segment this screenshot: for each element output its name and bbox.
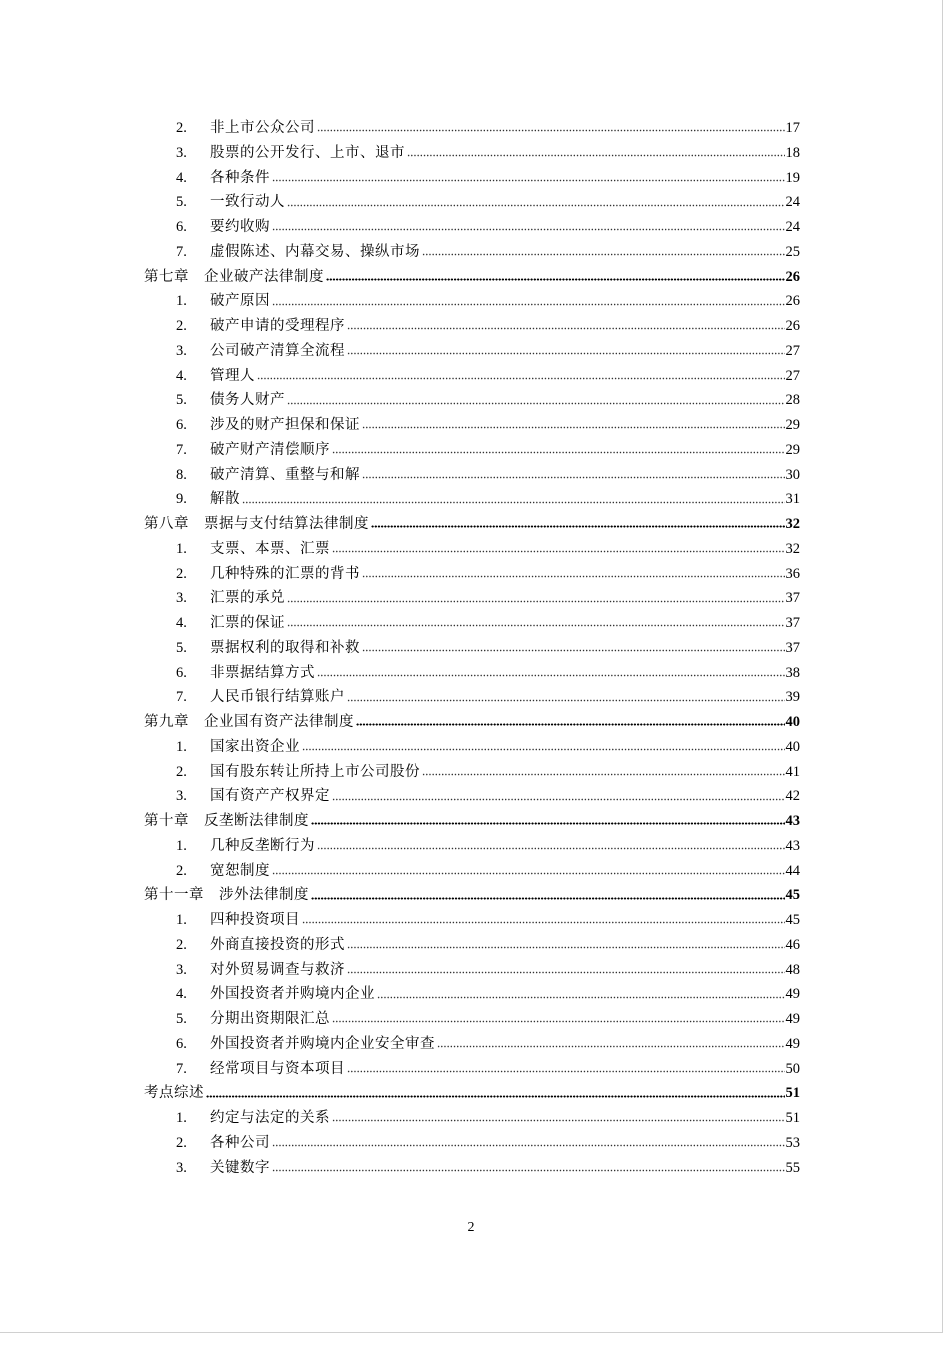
toc-entry-number: 6. [176,417,187,433]
toc-page-number: 29 [785,441,800,458]
toc-dot-leader [422,771,785,777]
toc-dot-leader [362,648,785,654]
toc-entry[interactable] [144,215,800,240]
toc-entry-number: 5. [176,639,187,656]
toc-entry[interactable] [144,141,800,166]
toc-entry[interactable] [144,364,800,389]
toc-page-number: 24 [785,219,800,235]
toc-dot-leader [362,425,785,431]
toc-entry-title: 解散 [210,491,240,508]
toc-dot-leader [437,1044,785,1050]
toc-entry-number: 1. [176,293,187,310]
toc-page-number: 40 [785,714,800,730]
toc-entry[interactable] [144,859,800,884]
toc-chapter-title: 第九章 企业国有资产法律制度 [144,714,354,730]
toc-entry-title: 宽恕制度 [210,862,270,879]
toc-entry-number: 2. [176,318,187,334]
toc-entry-title: 关键数字 [210,1159,270,1176]
toc-page-number: 25 [785,243,800,260]
toc-dot-leader [302,747,785,753]
toc-entry[interactable] [144,339,800,364]
toc-page-number: 28 [785,392,800,409]
toc-dot-leader [356,722,785,728]
toc-entry-number: 3. [176,144,187,161]
toc-chapter-entry[interactable] [144,883,800,908]
toc-entry-title: 汇票的保证 [210,615,285,631]
toc-dot-leader [347,945,785,951]
toc-entry[interactable] [144,908,800,933]
toc-dot-leader [272,1167,785,1173]
toc-entry[interactable] [144,1032,800,1057]
toc-page-number: 40 [785,738,800,755]
toc-entry-number: 1. [176,1110,187,1126]
toc-entry-title: 国家出资企业 [210,738,300,755]
toc-entry-title: 外国投资者并购境内企业安全审查 [210,1035,435,1052]
toc-entry-title: 虚假陈述、内幕交易、操纵市场 [210,243,420,260]
toc-entry-number: 1. [176,837,187,854]
toc-entry-number: 3. [176,1159,187,1176]
toc-entry[interactable] [144,562,800,587]
toc-entry[interactable] [144,413,800,438]
toc-entry-number: 6. [176,219,187,235]
toc-entry-number: 5. [176,392,187,409]
toc-dot-leader [287,400,785,406]
toc-entry-title: 要约收购 [210,219,270,235]
toc-dot-leader [332,549,785,555]
toc-page-number: 38 [785,664,800,681]
toc-entry-number: 4. [176,986,187,1003]
toc-entry[interactable] [144,240,800,265]
toc-entry[interactable] [144,958,800,983]
toc-entry-title: 各种条件 [210,169,270,186]
toc-entry-number: 3. [176,590,187,607]
toc-dot-leader [206,1093,785,1099]
toc-page-number: 45 [785,912,800,928]
toc-entry-title: 破产财产清偿顺序 [210,441,330,458]
toc-entry-title: 国有股东转让所持上市公司股份 [210,763,420,780]
toc-entry-number: 7. [176,243,187,260]
toc-page-number: 49 [785,1035,800,1052]
toc-entry-title: 国有资产产权界定 [210,788,330,805]
toc-entry[interactable] [144,1007,800,1032]
toc-entry-number: 4. [176,615,187,631]
toc-dot-leader [362,474,785,480]
toc-entry-title: 破产申请的受理程序 [210,318,345,334]
toc-entry-title: 一致行动人 [210,194,285,211]
toc-entry-number: 1. [176,912,187,928]
toc-page-number: 42 [785,788,800,805]
toc-dot-leader [332,1019,785,1025]
toc-dot-leader [326,276,785,282]
toc-entry-number: 2. [176,565,187,582]
toc-entry[interactable] [144,537,800,562]
toc-entry-number: 7. [176,1060,187,1077]
toc-entry-title: 管理人 [210,367,255,384]
toc-entry[interactable] [144,487,800,512]
toc-dot-leader [311,821,785,827]
toc-dot-leader [332,796,785,802]
toc-entry-title: 约定与法定的关系 [210,1110,330,1126]
toc-page-number: 49 [785,1011,800,1027]
toc-dot-leader [317,128,785,134]
toc-page-number: 30 [785,466,800,483]
toc-entry[interactable] [144,982,800,1007]
toc-entry-title: 非票据结算方式 [210,664,315,681]
toc-page-number: 17 [785,120,800,136]
toc-entry-title: 四种投资项目 [210,912,300,928]
toc-chapter-title: 第十一章 涉外法律制度 [144,887,309,904]
toc-chapter-title: 第八章 票据与支付结算法律制度 [144,516,369,532]
toc-page-number: 48 [785,961,800,978]
toc-chapter-entry[interactable] [144,809,800,834]
toc-entry[interactable] [144,314,800,339]
toc-page-number: 51 [785,1085,800,1102]
toc-entry-number: 2. [176,1134,187,1151]
toc-page-number: 32 [785,516,800,532]
toc-entry[interactable] [144,1106,800,1131]
toc-dot-leader [371,524,785,530]
toc-entry-title: 支票、本票、汇票 [210,540,330,557]
toc-entry-number: 2. [176,862,187,879]
toc-entry-title: 票据权利的取得和补救 [210,639,360,656]
toc-page-number: 26 [785,318,800,334]
toc-entry-number: 1. [176,738,187,755]
toc-page-number: 50 [785,1060,800,1077]
toc-page-number: 53 [785,1134,800,1151]
toc-entry-number: 8. [176,466,187,483]
toc-page-number: 46 [785,936,800,953]
toc-entry[interactable] [144,685,800,710]
toc-entry[interactable] [144,190,800,215]
toc-entry[interactable] [144,1057,800,1082]
toc-entry[interactable] [144,784,800,809]
toc-entry-number: 2. [176,763,187,780]
toc-page-number: 29 [785,417,800,433]
toc-chapter-title: 第七章 企业破产法律制度 [144,268,324,285]
toc-dot-leader [302,920,785,926]
toc-entry[interactable] [144,735,800,760]
toc-dot-leader [317,672,785,678]
toc-chapter-title: 第十章 反垄断法律制度 [144,813,309,829]
toc-entry-title: 破产原因 [210,293,270,310]
toc-page-number: 27 [785,367,800,384]
toc-dot-leader [287,202,785,208]
toc-dot-leader [311,895,785,901]
toc-page-number: 32 [785,540,800,557]
toc-dot-leader [362,573,785,579]
toc-entry-number: 7. [176,689,187,706]
toc-dot-leader [347,326,785,332]
toc-chapter-title: 考点综述 [144,1085,204,1102]
toc-chapter-entry[interactable] [144,710,800,735]
toc-entry[interactable] [144,438,800,463]
toc-entry[interactable] [144,463,800,488]
toc-entry[interactable] [144,586,800,611]
toc-entry-title: 债务人财产 [210,392,285,409]
toc-entry-number: 7. [176,441,187,458]
toc-entry-title: 汇票的承兑 [210,590,285,607]
toc-page-number: 36 [785,565,800,582]
toc-entry-title: 分期出资期限汇总 [210,1011,330,1027]
toc-entry-title: 破产清算、重整与和解 [210,466,360,483]
toc-entry[interactable] [144,1131,800,1156]
toc-entry-number: 5. [176,194,187,211]
toc-entry-title: 人民币银行结算账户 [210,689,345,706]
toc-page-number: 18 [785,144,800,161]
toc-entry-number: 6. [176,1035,187,1052]
toc-entry-number: 1. [176,540,187,557]
toc-entry[interactable] [144,933,800,958]
toc-entry[interactable] [144,611,800,636]
toc-page-number: 31 [785,491,800,508]
toc-page-number: 44 [785,862,800,879]
toc-page-number: 37 [785,590,800,607]
toc-dot-leader [332,1118,785,1124]
toc-dot-leader [272,870,785,876]
toc-entry-number: 9. [176,491,187,508]
toc-chapter-entry[interactable] [144,265,800,290]
toc-entry[interactable] [144,760,800,785]
toc-entry-title: 对外贸易调查与救济 [210,961,345,978]
toc-entry-title: 几种反垄断行为 [210,837,315,854]
toc-page-number: 37 [785,639,800,656]
toc-entry-title: 外国投资者并购境内企业 [210,986,375,1003]
toc-entry[interactable] [144,1156,800,1181]
toc-entry[interactable] [144,661,800,686]
toc-dot-leader [257,375,785,381]
toc-entry-number: 2. [176,120,187,136]
toc-page-number: 26 [785,268,800,285]
toc-dot-leader [287,623,785,629]
toc-page-number: 24 [785,194,800,211]
toc-entry[interactable] [144,116,800,141]
toc-dot-leader [377,994,785,1000]
toc-dot-leader [347,969,785,975]
toc-page-number: 37 [785,615,800,631]
toc-dot-leader [317,846,785,852]
toc-entry-number: 6. [176,664,187,681]
toc-page-number: 27 [785,342,800,359]
page-number: 2 [467,1220,475,1235]
toc-chapter-entry[interactable] [144,1081,800,1106]
toc-dot-leader [332,450,785,456]
toc-page-number: 41 [785,763,800,780]
toc-dot-leader [287,598,785,604]
toc-entry-number: 2. [176,936,187,953]
toc-entry-title: 股票的公开发行、上市、退市 [210,144,405,161]
toc-page-number: 49 [785,986,800,1003]
toc-dot-leader [272,177,785,183]
toc-entry-number: 4. [176,367,187,384]
toc-dot-leader [272,227,785,233]
toc-dot-leader [422,252,785,258]
toc-dot-leader [347,697,785,703]
toc-entry[interactable] [144,636,800,661]
toc-entry-number: 5. [176,1011,187,1027]
toc-page-number: 43 [785,813,800,829]
toc-entry-title: 涉及的财产担保和保证 [210,417,360,433]
toc-page-number: 51 [785,1110,800,1126]
toc-entry-number: 3. [176,961,187,978]
toc-dot-leader [242,499,785,505]
toc-page-number: 19 [785,169,800,186]
toc-entry-title: 各种公司 [210,1134,270,1151]
toc-entry-number: 4. [176,169,187,186]
toc-dot-leader [272,301,785,307]
toc-page-number: 43 [785,837,800,854]
toc-entry[interactable] [144,289,800,314]
toc-dot-leader [347,1068,785,1074]
toc-entry-title: 经常项目与资本项目 [210,1060,345,1077]
toc-entry-number: 3. [176,342,187,359]
toc-entry-number: 3. [176,788,187,805]
toc-entry-title: 非上市公众公司 [210,120,315,136]
table-of-contents [144,116,800,1180]
toc-entry-title: 公司破产清算全流程 [210,342,345,359]
toc-entry-title: 外商直接投资的形式 [210,936,345,953]
toc-chapter-entry[interactable] [144,512,800,537]
toc-page-number: 39 [785,689,800,706]
toc-page-number: 55 [785,1159,800,1176]
toc-page-number: 45 [785,887,800,904]
toc-dot-leader [272,1143,785,1149]
toc-entry-title: 几种特殊的汇票的背书 [210,565,360,582]
toc-dot-leader [407,153,785,159]
toc-page-number: 26 [785,293,800,310]
toc-entry[interactable] [144,834,800,859]
toc-dot-leader [347,351,785,357]
toc-entry[interactable] [144,166,800,191]
toc-entry[interactable] [144,388,800,413]
